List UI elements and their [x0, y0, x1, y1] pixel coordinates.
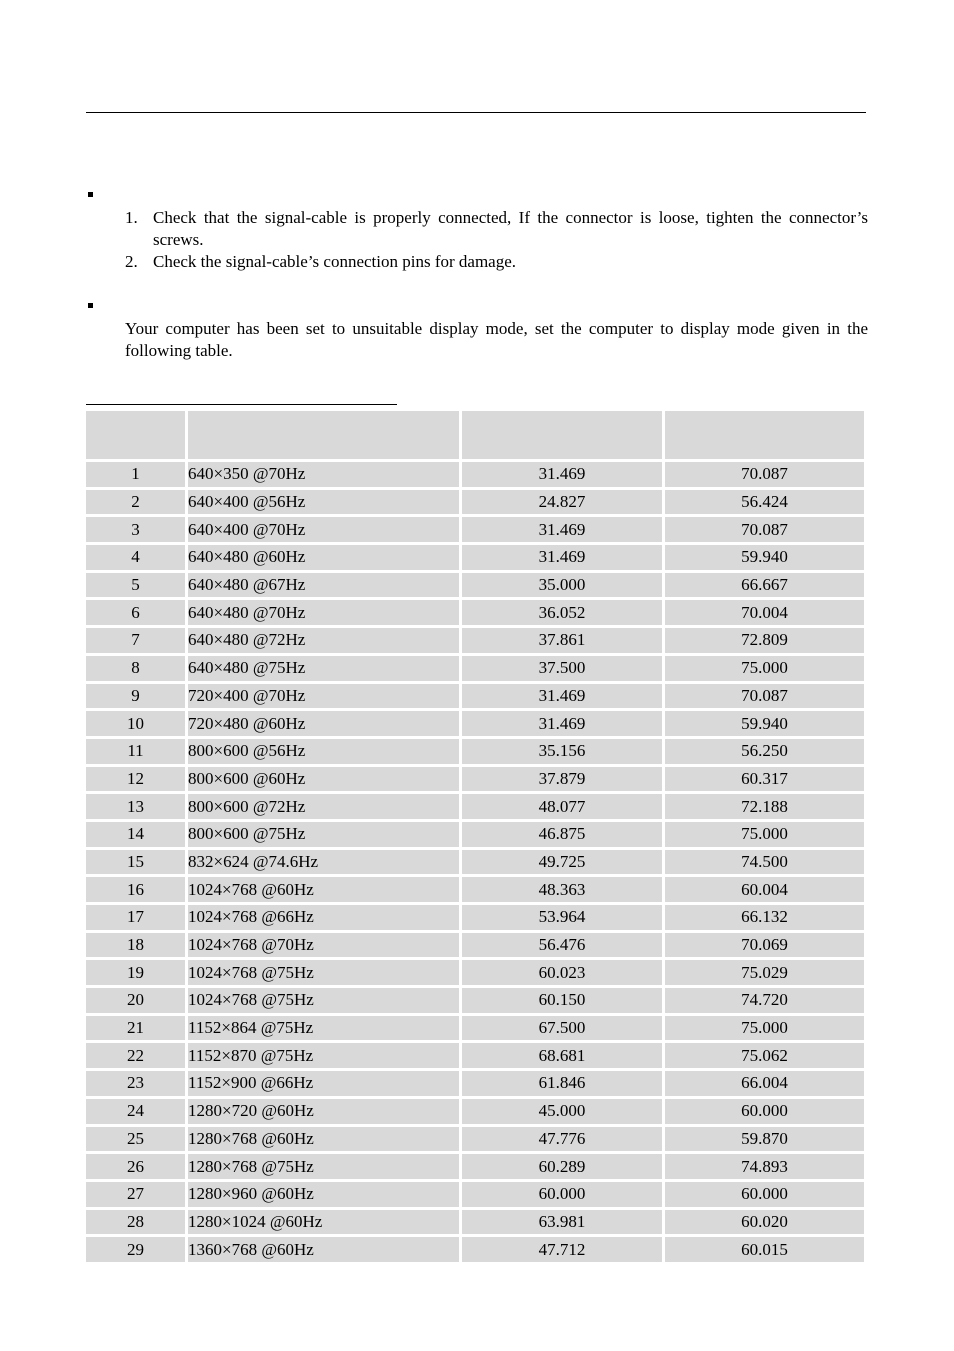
vertical-frequency: 75.062: [665, 1043, 864, 1068]
vertical-frequency: 70.087: [665, 517, 864, 542]
vertical-frequency: 66.004: [665, 1071, 864, 1096]
resolution-cell: 1280×960 @60Hz: [188, 1182, 462, 1207]
horizontal-frequency: 48.077: [462, 794, 665, 819]
horizontal-frequency: 31.469: [462, 711, 665, 736]
bullet-marker: [88, 303, 93, 308]
vertical-frequency: 70.087: [665, 462, 864, 487]
table-row: [86, 711, 864, 736]
mode-number: 11: [86, 739, 188, 764]
resolution-cell: 1152×870 @75Hz: [188, 1043, 462, 1068]
table-row: [86, 656, 864, 681]
table-row: [86, 1237, 864, 1262]
mode-number: 15: [86, 850, 188, 875]
horizontal-frequency: 46.875: [462, 822, 665, 847]
horizontal-frequency: 60.023: [462, 960, 665, 985]
vertical-frequency: 66.132: [665, 905, 864, 930]
table-row: [86, 794, 864, 819]
mode-number: 27: [86, 1182, 188, 1207]
vertical-frequency: 66.667: [665, 573, 864, 598]
resolution-cell: 640×400 @70Hz: [188, 517, 462, 542]
vertical-frequency: 59.940: [665, 545, 864, 570]
resolution-cell: 1024×768 @66Hz: [188, 905, 462, 930]
table-row: [86, 933, 864, 958]
vertical-frequency: 59.870: [665, 1127, 864, 1152]
bullet-marker: [88, 192, 93, 197]
resolution-cell: 800×600 @72Hz: [188, 794, 462, 819]
resolution-cell: 1152×864 @75Hz: [188, 1016, 462, 1041]
mode-number: 4: [86, 545, 188, 570]
mode-number: 29: [86, 1237, 188, 1262]
table-header-row: [86, 411, 864, 459]
vertical-frequency: 70.004: [665, 600, 864, 625]
troubleshoot-steps: [125, 207, 868, 273]
resolution-cell: 640×480 @60Hz: [188, 545, 462, 570]
vertical-frequency: 59.940: [665, 711, 864, 736]
mode-number: 13: [86, 794, 188, 819]
table-row: [86, 628, 864, 653]
mode-number: 10: [86, 711, 188, 736]
horizontal-frequency: 60.150: [462, 988, 665, 1013]
table-row: [86, 1016, 864, 1041]
vertical-frequency: 56.250: [665, 739, 864, 764]
mode-number: 19: [86, 960, 188, 985]
resolution-cell: 800×600 @75Hz: [188, 822, 462, 847]
mode-number: 8: [86, 656, 188, 681]
mode-number: 12: [86, 767, 188, 792]
resolution-cell: 1280×768 @60Hz: [188, 1127, 462, 1152]
horizontal-frequency: 35.156: [462, 739, 665, 764]
mode-number: 21: [86, 1016, 188, 1041]
display-mode-paragraph: Your computer has been set to unsuitable display mode, set the computer to display mode given in the following table.: [125, 319, 868, 360]
step-number: 1.: [125, 208, 138, 227]
header-cell: [665, 411, 864, 459]
mode-number: 16: [86, 877, 188, 902]
horizontal-frequency: 60.289: [462, 1154, 665, 1179]
resolution-cell: 1280×768 @75Hz: [188, 1154, 462, 1179]
horizontal-frequency: 47.776: [462, 1127, 665, 1152]
mode-number: 1: [86, 462, 188, 487]
mode-number: 9: [86, 684, 188, 709]
table-row: [86, 462, 864, 487]
mode-number: 20: [86, 988, 188, 1013]
horizontal-frequency: 31.469: [462, 517, 665, 542]
horizontal-frequency: 36.052: [462, 600, 665, 625]
table-row: [86, 573, 864, 598]
step-item: [125, 207, 868, 251]
table-row: [86, 1210, 864, 1235]
vertical-frequency: 60.000: [665, 1099, 864, 1124]
mode-number: 17: [86, 905, 188, 930]
table-row: [86, 684, 864, 709]
vertical-frequency: 60.004: [665, 877, 864, 902]
table-row: [86, 517, 864, 542]
resolution-cell: 1280×720 @60Hz: [188, 1099, 462, 1124]
table-row: [86, 905, 864, 930]
table-heading-rule: [86, 404, 397, 405]
mode-number: 23: [86, 1071, 188, 1096]
table-row: [86, 850, 864, 875]
mode-number: 28: [86, 1210, 188, 1235]
table-row: [86, 490, 864, 515]
step-number: 2.: [125, 252, 138, 271]
vertical-frequency: 75.000: [665, 656, 864, 681]
resolution-cell: 832×624 @74.6Hz: [188, 850, 462, 875]
horizontal-frequency: 68.681: [462, 1043, 665, 1068]
vertical-frequency: 60.020: [665, 1210, 864, 1235]
table-row: [86, 545, 864, 570]
table-row: [86, 1099, 864, 1124]
horizontal-frequency: 47.712: [462, 1237, 665, 1262]
step-text: Check that the signal-cable is properly connected, If the connector is loose, tighten the connector’s screws.: [153, 208, 868, 249]
vertical-frequency: 60.000: [665, 1182, 864, 1207]
horizontal-frequency: 24.827: [462, 490, 665, 515]
mode-number: 14: [86, 822, 188, 847]
resolution-cell: 1024×768 @75Hz: [188, 988, 462, 1013]
mode-number: 18: [86, 933, 188, 958]
mode-number: 26: [86, 1154, 188, 1179]
step-item: [125, 251, 868, 273]
step-text: Check the signal-cable’s connection pins for damage.: [153, 252, 517, 271]
resolution-cell: 640×480 @75Hz: [188, 656, 462, 681]
mode-number: 22: [86, 1043, 188, 1068]
header-rule: [86, 112, 866, 113]
horizontal-frequency: 63.981: [462, 1210, 665, 1235]
vertical-frequency: 74.893: [665, 1154, 864, 1179]
horizontal-frequency: 56.476: [462, 933, 665, 958]
table-row: [86, 1154, 864, 1179]
horizontal-frequency: 37.861: [462, 628, 665, 653]
horizontal-frequency: 45.000: [462, 1099, 665, 1124]
table-row: [86, 739, 864, 764]
horizontal-frequency: 53.964: [462, 905, 665, 930]
resolution-cell: 720×480 @60Hz: [188, 711, 462, 736]
mode-number: 25: [86, 1127, 188, 1152]
resolution-cell: 1024×768 @60Hz: [188, 877, 462, 902]
horizontal-frequency: 48.363: [462, 877, 665, 902]
vertical-frequency: 75.000: [665, 822, 864, 847]
horizontal-frequency: 49.725: [462, 850, 665, 875]
table-row: [86, 960, 864, 985]
header-cell: [86, 411, 188, 459]
resolution-cell: 640×480 @72Hz: [188, 628, 462, 653]
resolution-cell: 640×480 @67Hz: [188, 573, 462, 598]
table-row: [86, 1127, 864, 1152]
vertical-frequency: 60.015: [665, 1237, 864, 1262]
mode-number: 6: [86, 600, 188, 625]
vertical-frequency: 75.029: [665, 960, 864, 985]
horizontal-frequency: 60.000: [462, 1182, 665, 1207]
header-cell: [188, 411, 462, 459]
horizontal-frequency: 31.469: [462, 462, 665, 487]
resolution-cell: 640×350 @70Hz: [188, 462, 462, 487]
resolution-cell: 1024×768 @70Hz: [188, 933, 462, 958]
mode-number: 2: [86, 490, 188, 515]
vertical-frequency: 72.188: [665, 794, 864, 819]
resolution-cell: 1152×900 @66Hz: [188, 1071, 462, 1096]
resolution-cell: 1024×768 @75Hz: [188, 960, 462, 985]
vertical-frequency: 70.069: [665, 933, 864, 958]
horizontal-frequency: 37.500: [462, 656, 665, 681]
display-modes-table: [86, 408, 864, 1265]
mode-number: 24: [86, 1099, 188, 1124]
resolution-cell: 800×600 @60Hz: [188, 767, 462, 792]
vertical-frequency: 74.500: [665, 850, 864, 875]
table-row: [86, 1043, 864, 1068]
vertical-frequency: 70.087: [665, 684, 864, 709]
resolution-cell: 640×480 @70Hz: [188, 600, 462, 625]
horizontal-frequency: 61.846: [462, 1071, 665, 1096]
mode-number: 3: [86, 517, 188, 542]
table-row: [86, 822, 864, 847]
horizontal-frequency: 31.469: [462, 684, 665, 709]
mode-number: 7: [86, 628, 188, 653]
resolution-cell: 1280×1024 @60Hz: [188, 1210, 462, 1235]
table-row: [86, 1071, 864, 1096]
vertical-frequency: 72.809: [665, 628, 864, 653]
table-row: [86, 988, 864, 1013]
resolution-cell: 720×400 @70Hz: [188, 684, 462, 709]
vertical-frequency: 60.317: [665, 767, 864, 792]
table-row: [86, 600, 864, 625]
resolution-cell: 1360×768 @60Hz: [188, 1237, 462, 1262]
resolution-cell: 800×600 @56Hz: [188, 739, 462, 764]
resolution-cell: 640×400 @56Hz: [188, 490, 462, 515]
table-row: [86, 1182, 864, 1207]
header-cell: [462, 411, 665, 459]
horizontal-frequency: 37.879: [462, 767, 665, 792]
vertical-frequency: 56.424: [665, 490, 864, 515]
horizontal-frequency: 67.500: [462, 1016, 665, 1041]
table-row: [86, 877, 864, 902]
horizontal-frequency: 31.469: [462, 545, 665, 570]
vertical-frequency: 75.000: [665, 1016, 864, 1041]
table-row: [86, 767, 864, 792]
vertical-frequency: 74.720: [665, 988, 864, 1013]
mode-number: 5: [86, 573, 188, 598]
horizontal-frequency: 35.000: [462, 573, 665, 598]
